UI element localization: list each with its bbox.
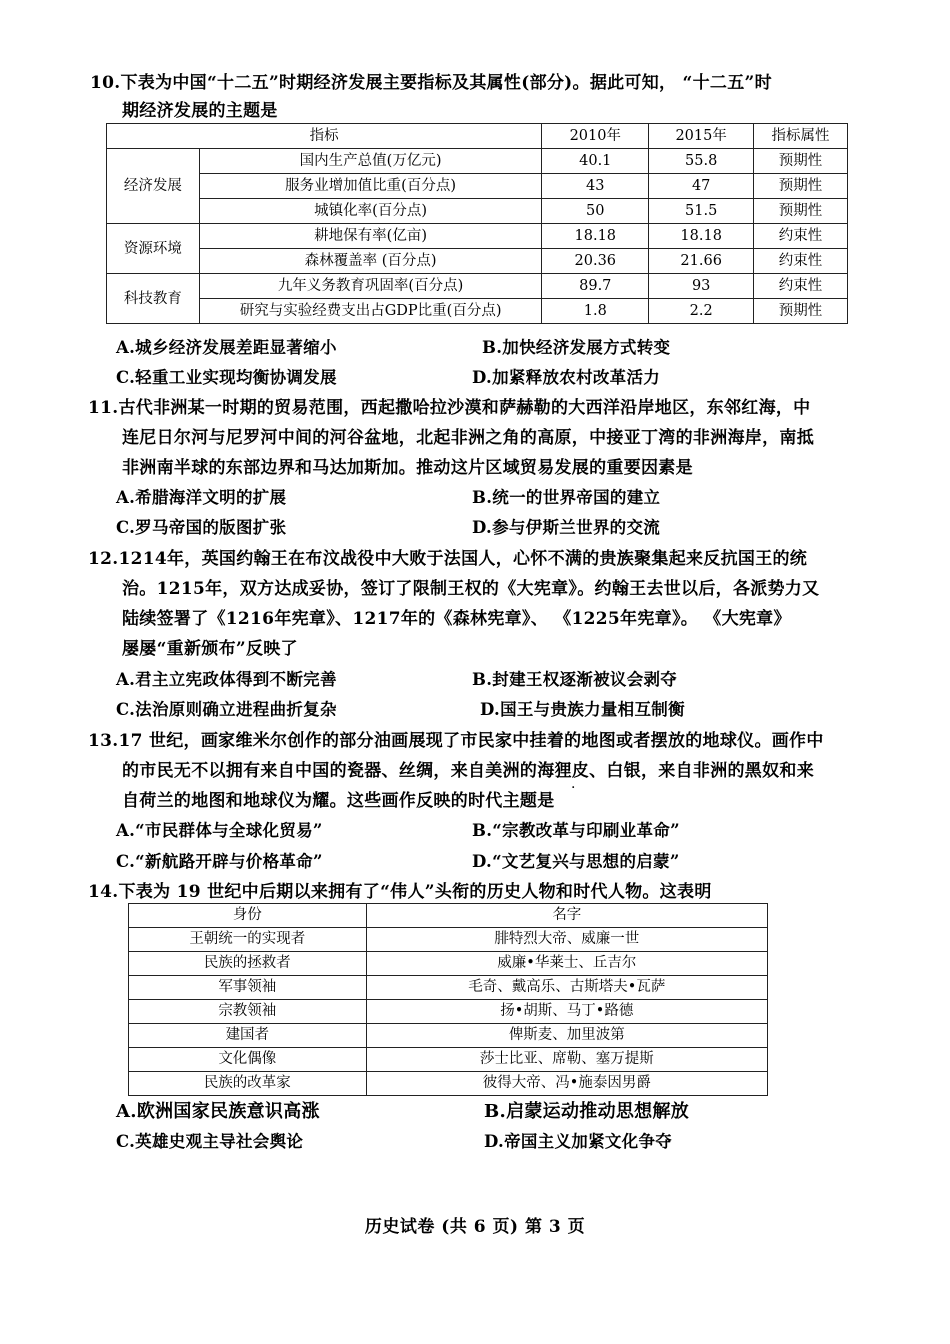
- table-cell: 55.8: [649, 149, 754, 174]
- table-row: [107, 274, 848, 299]
- q13-option-d[interactable]: D.“文艺复兴与思想的启蒙”: [472, 852, 680, 871]
- q13-option-a[interactable]: A.“市民群体与全球化贸易”: [116, 821, 323, 840]
- table-header-row: [129, 904, 768, 928]
- table-header-cell: 2010年: [542, 124, 649, 149]
- table-cell: 民族的改革家: [129, 1072, 367, 1096]
- q11-stem-line-2: 连尼日尔河与尼罗河中间的河谷盆地，北起非洲之角的高原，中接亚丁湾的非洲海岸，南抵: [122, 428, 814, 448]
- table-row: [107, 149, 848, 174]
- table-cell: 毛奇、戴高乐、古斯塔夫•瓦萨: [366, 976, 767, 1000]
- table-cell: 1.8: [542, 299, 649, 324]
- q12-option-b[interactable]: B.封建王权逐渐被议会剥夺: [472, 670, 678, 689]
- q10-option-c[interactable]: C.轻重工业实现均衡协调发展: [116, 368, 337, 387]
- table-row: [129, 1048, 768, 1072]
- table-cell: 18.18: [542, 224, 649, 249]
- table-cell: 18.18: [649, 224, 754, 249]
- table-cell: 43: [542, 174, 649, 199]
- q12-stem-line-4: 屡屡“重新颁布”反映了: [122, 639, 298, 659]
- table-cell: 莎士比亚、席勒、塞万提斯: [366, 1048, 767, 1072]
- table-cell: 建国者: [129, 1024, 367, 1048]
- table-cell: 九年义务教育巩固率(百分点): [199, 274, 541, 299]
- table-cell: 扬•胡斯、马丁•路德: [366, 1000, 767, 1024]
- table-cell: 约束性: [754, 249, 848, 274]
- q12-option-c[interactable]: C.法治原则确立进程曲折复杂: [116, 700, 337, 719]
- q10-option-a[interactable]: A.城乡经济发展差距显著缩小: [116, 338, 337, 357]
- table-cell: 彼得大帝、冯•施泰因男爵: [366, 1072, 767, 1096]
- table-cell: 国内生产总值(万亿元): [199, 149, 541, 174]
- table-cell: 文化偶像: [129, 1048, 367, 1072]
- q13-stem-line-2: 的市民无不以拥有来自中国的瓷器、丝绸，来自美洲的海狸皮、白银，来自非洲的黑奴和来: [122, 761, 814, 781]
- table-row: [129, 1024, 768, 1048]
- q11-option-c[interactable]: C.罗马帝国的版图扩张: [116, 518, 287, 537]
- table-cell: 89.7: [542, 274, 649, 299]
- table-cell: 耕地保有率(亿亩): [199, 224, 541, 249]
- table-cell: 腓特烈大帝、威廉一世: [366, 928, 767, 952]
- table-header-row: [107, 124, 848, 149]
- table-cell: 约束性: [754, 274, 848, 299]
- table-header-cell: 2015年: [649, 124, 754, 149]
- table-group-cell: 资源环境: [107, 224, 200, 274]
- q11-option-b[interactable]: B.统一的世界帝国的建立: [472, 488, 661, 507]
- table-cell: 城镇化率(百分点): [199, 199, 541, 224]
- table-cell: 威廉•华莱士、丘吉尔: [366, 952, 767, 976]
- q14-figures-table: [128, 903, 768, 1096]
- q11-stem-line-3: 非洲南半球的东部边界和马达加斯加。推动这片区域贸易发展的重要因素是: [122, 458, 693, 478]
- table-cell: 21.66: [649, 249, 754, 274]
- q12-stem-line-3: 陆续签署了《1216年宪章》、1217年的《森林宪章》、 《1225年宪章》。 《大宪章》: [122, 609, 791, 629]
- q10-stem-line-1: 10.下表为中国“十二五”时期经济发展主要指标及其属性(部分)。据此可知， “十二五”时: [90, 73, 772, 93]
- q11-option-d[interactable]: D.参与伊斯兰世界的交流: [472, 518, 661, 537]
- q10-option-d[interactable]: D.加紧释放农村改革活力: [472, 368, 661, 387]
- q14-option-a[interactable]: A.欧洲国家民族意识高涨: [116, 1101, 320, 1122]
- table-header-cell: 指标属性: [754, 124, 848, 149]
- q14-option-d[interactable]: D.帝国主义加紧文化争夺: [484, 1132, 673, 1151]
- q13-stem-line-1: 13.17 世纪，画家维米尔创作的部分油画展现了市民家中挂着的地图或者摆放的地球仪。画作中: [88, 731, 824, 751]
- table-cell: 预期性: [754, 174, 848, 199]
- q12-stem-line-2: 治。1215年，双方达成妥协，签订了限制王权的《大宪章》。约翰王去世以后，各派势力又: [122, 579, 820, 599]
- table-row: [129, 1072, 768, 1096]
- q13-option-c[interactable]: C.“新航路开辟与价格革命”: [116, 852, 323, 871]
- q14-option-c[interactable]: C.英雄史观主导社会舆论: [116, 1132, 304, 1151]
- table-cell: 47: [649, 174, 754, 199]
- q13-stem-line-3: 自荷兰的地图和地球仪为耀。这些画作反映的时代主题是: [122, 791, 555, 811]
- table-header-cell: 名字: [366, 904, 767, 928]
- table-cell: 民族的拯救者: [129, 952, 367, 976]
- q12-option-d[interactable]: D.国王与贵族力量相互制衡: [480, 700, 685, 719]
- table-row: [107, 249, 848, 274]
- table-cell: 宗教领袖: [129, 1000, 367, 1024]
- q13-option-b[interactable]: B.“宗教改革与印刷业革命”: [472, 821, 680, 840]
- q10-stem-line-2: 期经济发展的主题是: [122, 101, 278, 121]
- table-cell: 50: [542, 199, 649, 224]
- emphasis-dot: ·: [571, 780, 576, 796]
- table-row: [107, 174, 848, 199]
- table-cell: 研究与实验经费支出占GDP比重(百分点): [199, 299, 541, 324]
- table-row: [107, 224, 848, 249]
- table-cell: 王朝统一的实现者: [129, 928, 367, 952]
- q14-stem-line-1: 14.下表为 19 世纪中后期以来拥有了“伟人”头衔的历史人物和时代人物。这表明: [88, 882, 712, 902]
- q10-indicator-table: [106, 123, 848, 324]
- table-group-cell: 经济发展: [107, 149, 200, 224]
- page-footer: 历史试卷 (共 6 页) 第 3 页: [364, 1217, 586, 1237]
- table-cell: 军事领袖: [129, 976, 367, 1000]
- table-cell: 俾斯麦、加里波第: [366, 1024, 767, 1048]
- table-row: [129, 976, 768, 1000]
- table-row: [107, 299, 848, 324]
- q12-stem-line-1: 12.1214年，英国约翰王在布汶战役中大败于法国人，心怀不满的贵族聚集起来反抗国王的统: [88, 549, 808, 569]
- table-cell: 93: [649, 274, 754, 299]
- q14-option-b[interactable]: B.启蒙运动推动思想解放: [484, 1101, 690, 1122]
- table-cell: 服务业增加值比重(百分点): [199, 174, 541, 199]
- table-row: [129, 928, 768, 952]
- table-cell: 40.1: [542, 149, 649, 174]
- table-cell: 20.36: [542, 249, 649, 274]
- table-cell: 2.2: [649, 299, 754, 324]
- q11-stem-line-1: 11.古代非洲某一时期的贸易范围，西起撒哈拉沙漠和萨赫勒的大西洋沿岸地区，东邻红海，中: [88, 398, 811, 418]
- table-cell: 约束性: [754, 224, 848, 249]
- table-cell: 预期性: [754, 199, 848, 224]
- table-row: [107, 199, 848, 224]
- table-group-cell: 科技教育: [107, 274, 200, 324]
- q10-option-b[interactable]: B.加快经济发展方式转变: [482, 338, 671, 357]
- q12-option-a[interactable]: A.君主立宪政体得到不断完善: [116, 670, 337, 689]
- table-row: [129, 952, 768, 976]
- table-header-cell: 指标: [107, 124, 542, 149]
- table-cell: 预期性: [754, 299, 848, 324]
- q11-option-a[interactable]: A.希腊海洋文明的扩展: [116, 488, 287, 507]
- table-header-cell: 身份: [129, 904, 367, 928]
- table-row: [129, 1000, 768, 1024]
- table-cell: 51.5: [649, 199, 754, 224]
- table-cell: 森林覆盖率 (百分点): [199, 249, 541, 274]
- table-cell: 预期性: [754, 149, 848, 174]
